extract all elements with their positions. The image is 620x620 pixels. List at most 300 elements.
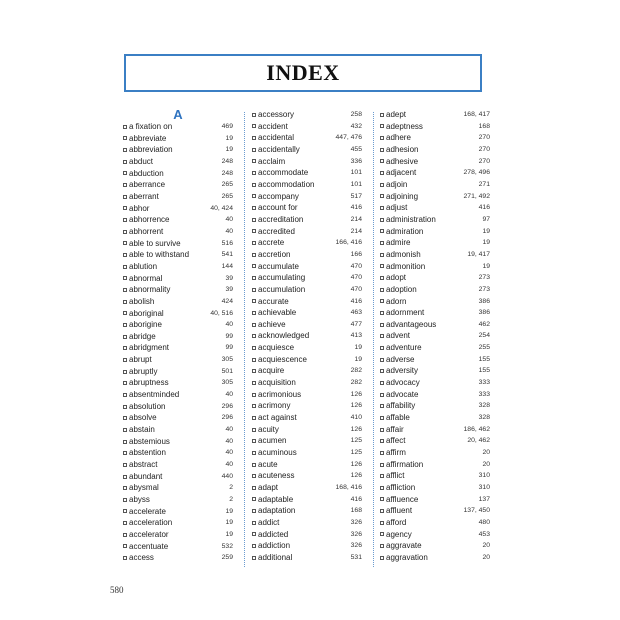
checkbox-bullet-icon bbox=[123, 428, 127, 432]
index-term: admire bbox=[386, 238, 411, 248]
index-term: adjust bbox=[386, 203, 408, 213]
index-term: aberrant bbox=[129, 191, 159, 201]
index-entry bbox=[252, 412, 362, 424]
index-entry bbox=[380, 389, 490, 401]
index-entry bbox=[123, 203, 233, 215]
index-entry bbox=[252, 435, 362, 447]
index-term: adopt bbox=[386, 273, 407, 283]
index-term: accommodation bbox=[258, 179, 315, 189]
checkbox-bullet-icon bbox=[123, 265, 127, 269]
index-pages: 40 bbox=[225, 437, 233, 445]
checkbox-bullet-icon bbox=[380, 544, 384, 548]
index-pages: 125 bbox=[350, 449, 362, 457]
index-entry bbox=[123, 273, 233, 285]
checkbox-bullet-icon bbox=[380, 497, 384, 501]
checkbox-bullet-icon bbox=[123, 183, 127, 187]
index-entry bbox=[252, 540, 362, 552]
index-term: adjoin bbox=[386, 179, 408, 189]
index-term: absolve bbox=[129, 413, 157, 423]
index-pages: 2 bbox=[229, 496, 233, 503]
index-entry bbox=[123, 436, 233, 448]
index-term: adaptation bbox=[258, 506, 296, 516]
index-pages: 39 bbox=[225, 274, 233, 282]
index-term: ablution bbox=[129, 261, 158, 271]
checkbox-bullet-icon bbox=[123, 556, 127, 560]
index-entry bbox=[252, 214, 362, 226]
index-pages: 168, 417 bbox=[463, 111, 490, 118]
index-pages: 166 bbox=[350, 250, 362, 258]
index-entry bbox=[252, 365, 362, 377]
checkbox-bullet-icon bbox=[380, 148, 384, 152]
index-entry bbox=[252, 296, 362, 308]
index-entry bbox=[123, 377, 233, 389]
index-term: adverse bbox=[386, 354, 415, 364]
checkbox-bullet-icon bbox=[380, 194, 384, 198]
index-term: accurate bbox=[258, 296, 289, 306]
checkbox-bullet-icon bbox=[380, 556, 384, 560]
index-entry bbox=[252, 191, 362, 203]
index-entry bbox=[380, 121, 490, 133]
checkbox-bullet-icon bbox=[123, 393, 127, 397]
index-term: addicted bbox=[258, 529, 289, 539]
index-pages: 19 bbox=[354, 344, 362, 352]
checkbox-bullet-icon bbox=[252, 288, 256, 292]
index-pages: 20, 462 bbox=[467, 437, 490, 445]
index-term: adjoining bbox=[386, 191, 419, 201]
index-pages: 168 bbox=[478, 122, 490, 130]
checkbox-bullet-icon bbox=[123, 416, 127, 420]
index-term: abruptly bbox=[129, 366, 158, 376]
index-term: abundant bbox=[129, 471, 163, 481]
index-pages: 19 bbox=[482, 227, 490, 235]
index-entry bbox=[380, 377, 490, 389]
checkbox-bullet-icon bbox=[380, 113, 384, 117]
index-entry bbox=[380, 156, 490, 168]
index-term: abrupt bbox=[129, 355, 152, 365]
index-term: aberrance bbox=[129, 180, 166, 190]
index-pages: 19 bbox=[354, 355, 362, 363]
index-entry bbox=[380, 214, 490, 226]
index-pages: 265 bbox=[221, 181, 233, 189]
index-entry bbox=[380, 354, 490, 366]
index-pages: 20 bbox=[482, 449, 490, 457]
checkbox-bullet-icon bbox=[380, 136, 384, 140]
checkbox-bullet-icon bbox=[252, 229, 256, 233]
index-pages: 144 bbox=[221, 262, 233, 270]
index-term: abysmal bbox=[129, 483, 159, 493]
index-entry bbox=[123, 401, 233, 413]
index-term: abnormality bbox=[129, 285, 171, 295]
index-term: advantageous bbox=[386, 319, 437, 329]
index-term: affability bbox=[386, 401, 416, 411]
checkbox-bullet-icon bbox=[252, 474, 256, 478]
index-term: absentminded bbox=[129, 390, 180, 400]
index-pages: 155 bbox=[478, 355, 490, 363]
checkbox-bullet-icon bbox=[380, 521, 384, 525]
index-entry bbox=[380, 424, 490, 436]
index-pages: 126 bbox=[350, 390, 362, 398]
index-entry bbox=[252, 377, 362, 389]
index-entry bbox=[252, 330, 362, 342]
index-term: acuminous bbox=[258, 448, 297, 458]
index-term: abolish bbox=[129, 296, 155, 306]
checkbox-bullet-icon bbox=[380, 276, 384, 280]
checkbox-bullet-icon bbox=[380, 323, 384, 327]
index-pages: 258 bbox=[350, 111, 362, 118]
index-entry bbox=[380, 167, 490, 179]
index-pages: 40 bbox=[225, 461, 233, 469]
checkbox-bullet-icon bbox=[252, 346, 256, 350]
index-pages: 270 bbox=[478, 145, 490, 153]
index-pages: 328 bbox=[478, 414, 490, 422]
index-term: abhor bbox=[129, 203, 150, 213]
index-term: affluent bbox=[386, 506, 413, 516]
checkbox-bullet-icon bbox=[252, 509, 256, 513]
index-term: abridge bbox=[129, 331, 156, 341]
index-entry bbox=[252, 121, 362, 133]
checkbox-bullet-icon bbox=[252, 497, 256, 501]
index-pages: 310 bbox=[478, 484, 490, 491]
index-term: abstemious bbox=[129, 436, 170, 446]
index-term: abyss bbox=[129, 495, 150, 504]
checkbox-bullet-icon bbox=[252, 463, 256, 467]
index-entry bbox=[123, 284, 233, 296]
index-term: accelerate bbox=[129, 506, 166, 516]
index-pages: 40 bbox=[225, 227, 233, 235]
section-letter: A bbox=[173, 107, 183, 122]
index-column-2 bbox=[252, 109, 362, 564]
index-entry bbox=[252, 284, 362, 296]
index-entry bbox=[380, 261, 490, 273]
index-entry bbox=[123, 412, 233, 424]
index-term: affliction bbox=[386, 483, 416, 492]
index-term: accumulating bbox=[258, 273, 306, 283]
checkbox-bullet-icon bbox=[252, 171, 256, 175]
index-entry bbox=[123, 459, 233, 471]
checkbox-bullet-icon bbox=[380, 241, 384, 245]
checkbox-bullet-icon bbox=[252, 159, 256, 163]
index-entry bbox=[252, 109, 362, 121]
checkbox-bullet-icon bbox=[380, 311, 384, 315]
index-pages: 453 bbox=[478, 530, 490, 538]
index-term: adoption bbox=[386, 284, 417, 294]
index-entry bbox=[380, 517, 490, 529]
index-term: abduct bbox=[129, 156, 154, 166]
checkbox-bullet-icon bbox=[252, 276, 256, 280]
checkbox-bullet-icon bbox=[380, 428, 384, 432]
index-entry bbox=[380, 330, 490, 342]
index-term: acrimonious bbox=[258, 389, 302, 399]
index-term: affable bbox=[386, 413, 410, 423]
index-entry bbox=[252, 167, 362, 179]
index-pages: 310 bbox=[478, 472, 490, 480]
index-pages: 19 bbox=[225, 134, 233, 142]
index-pages: 296 bbox=[221, 414, 233, 422]
index-term: a fixation on bbox=[129, 122, 173, 131]
index-term: able to survive bbox=[129, 238, 181, 248]
checkbox-bullet-icon bbox=[380, 253, 384, 257]
checkbox-bullet-icon bbox=[252, 404, 256, 408]
checkbox-bullet-icon bbox=[123, 544, 127, 548]
index-term: abbreviation bbox=[129, 145, 173, 155]
index-pages: 270 bbox=[478, 134, 490, 142]
index-entry bbox=[252, 179, 362, 191]
index-term: affirmation bbox=[386, 459, 424, 469]
index-entry bbox=[380, 179, 490, 191]
checkbox-bullet-icon bbox=[123, 206, 127, 210]
index-entry bbox=[252, 342, 362, 354]
index-pages: 40 bbox=[225, 449, 233, 457]
index-entry bbox=[123, 249, 233, 261]
index-pages: 326 bbox=[350, 518, 362, 526]
index-term: acquiesce bbox=[258, 343, 295, 353]
index-entry bbox=[123, 366, 233, 378]
index-column-1 bbox=[123, 109, 233, 564]
index-term: abhorrent bbox=[129, 226, 164, 236]
index-entry bbox=[123, 331, 233, 343]
index-term: abhorrence bbox=[129, 215, 170, 225]
checkbox-bullet-icon bbox=[380, 532, 384, 536]
checkbox-bullet-icon bbox=[123, 370, 127, 374]
index-pages: 126 bbox=[350, 425, 362, 433]
index-term: adorn bbox=[386, 296, 407, 306]
index-term: achieve bbox=[258, 319, 286, 329]
index-pages: 477 bbox=[350, 320, 362, 328]
index-entry bbox=[380, 132, 490, 144]
checkbox-bullet-icon bbox=[380, 358, 384, 362]
checkbox-bullet-icon bbox=[123, 195, 127, 199]
index-term: adjacent bbox=[386, 168, 417, 178]
page-title: INDEX bbox=[266, 60, 340, 85]
index-pages: 531 bbox=[350, 553, 362, 561]
index-pages: 455 bbox=[350, 145, 362, 153]
index-term: accelerator bbox=[129, 529, 169, 539]
checkbox-bullet-icon bbox=[252, 369, 256, 373]
index-pages: 517 bbox=[350, 192, 362, 200]
index-entry bbox=[123, 552, 233, 564]
index-pages: 447, 476 bbox=[335, 134, 362, 142]
checkbox-bullet-icon bbox=[252, 299, 256, 303]
index-entry bbox=[380, 447, 490, 459]
checkbox-bullet-icon bbox=[123, 125, 127, 129]
checkbox-bullet-icon bbox=[123, 463, 127, 467]
index-term: affect bbox=[386, 436, 406, 446]
index-entry bbox=[123, 296, 233, 308]
checkbox-bullet-icon bbox=[380, 509, 384, 513]
index-pages: 305 bbox=[221, 356, 233, 364]
index-pages: 99 bbox=[225, 332, 233, 340]
index-entry bbox=[380, 529, 490, 541]
index-term: admonish bbox=[386, 249, 421, 259]
index-entry bbox=[252, 447, 362, 459]
checkbox-bullet-icon bbox=[380, 124, 384, 128]
index-pages: 386 bbox=[478, 309, 490, 317]
index-term: accommodate bbox=[258, 168, 309, 178]
checkbox-bullet-icon bbox=[123, 451, 127, 455]
index-pages: 126 bbox=[350, 402, 362, 410]
column-divider bbox=[373, 112, 374, 567]
index-entry bbox=[252, 354, 362, 366]
index-pages: 2 bbox=[229, 484, 233, 492]
index-pages: 40 bbox=[225, 426, 233, 434]
index-entry bbox=[252, 517, 362, 529]
checkbox-bullet-icon bbox=[252, 124, 256, 128]
checkbox-bullet-icon bbox=[252, 148, 256, 152]
index-entry bbox=[252, 529, 362, 541]
index-term: abruptness bbox=[129, 378, 169, 388]
index-pages: 541 bbox=[221, 251, 233, 259]
index-entry bbox=[252, 389, 362, 401]
index-pages: 470 bbox=[350, 274, 362, 282]
checkbox-bullet-icon bbox=[123, 346, 127, 350]
checkbox-bullet-icon bbox=[252, 206, 256, 210]
index-entry bbox=[252, 482, 362, 494]
index-pages: 19 bbox=[225, 519, 233, 527]
index-term: accretion bbox=[258, 249, 291, 259]
index-term: achievable bbox=[258, 308, 297, 318]
index-pages: 40, 424 bbox=[210, 204, 233, 212]
checkbox-bullet-icon bbox=[380, 171, 384, 175]
index-entry bbox=[252, 424, 362, 436]
checkbox-bullet-icon bbox=[123, 148, 127, 152]
checkbox-bullet-icon bbox=[123, 358, 127, 362]
index-title-box bbox=[124, 54, 482, 92]
index-entry bbox=[123, 308, 233, 320]
index-pages: 333 bbox=[478, 379, 490, 387]
checkbox-bullet-icon bbox=[123, 288, 127, 292]
index-term: aborigine bbox=[129, 320, 162, 330]
checkbox-bullet-icon bbox=[252, 532, 256, 536]
checkbox-bullet-icon bbox=[123, 136, 127, 140]
index-entry bbox=[380, 296, 490, 308]
index-term: account for bbox=[258, 203, 298, 213]
page-number: 580 bbox=[110, 585, 124, 595]
index-entry bbox=[123, 354, 233, 366]
index-entry bbox=[123, 156, 233, 168]
index-entry bbox=[252, 202, 362, 214]
index-entry bbox=[252, 470, 362, 482]
index-pages: 155 bbox=[478, 367, 490, 375]
index-term: abnormal bbox=[129, 273, 163, 283]
checkbox-bullet-icon bbox=[123, 218, 127, 222]
index-term: accreditation bbox=[258, 214, 304, 224]
checkbox-bullet-icon bbox=[252, 486, 256, 490]
index-pages: 470 bbox=[350, 262, 362, 270]
index-pages: 271, 492 bbox=[463, 192, 490, 200]
index-pages: 126 bbox=[350, 472, 362, 480]
index-entry bbox=[380, 272, 490, 284]
index-term: acquiescence bbox=[258, 354, 307, 364]
index-term: acquire bbox=[258, 366, 285, 376]
index-term: acquisition bbox=[258, 378, 296, 388]
index-pages: 416 bbox=[350, 495, 362, 503]
index-pages: 469 bbox=[221, 123, 233, 130]
index-entry bbox=[380, 552, 490, 564]
index-term: acclaim bbox=[258, 156, 286, 166]
index-term: accidentally bbox=[258, 144, 300, 154]
checkbox-bullet-icon bbox=[252, 451, 256, 455]
index-pages: 424 bbox=[221, 297, 233, 305]
index-pages: 480 bbox=[478, 518, 490, 526]
index-entry bbox=[380, 284, 490, 296]
index-term: acumen bbox=[258, 436, 287, 446]
index-pages: 168, 416 bbox=[335, 484, 362, 491]
index-pages: 278, 496 bbox=[463, 169, 490, 177]
index-entry bbox=[123, 191, 233, 203]
index-entry bbox=[252, 552, 362, 564]
checkbox-bullet-icon bbox=[123, 381, 127, 385]
checkbox-bullet-icon bbox=[252, 334, 256, 338]
index-entry bbox=[252, 249, 362, 261]
index-entry bbox=[380, 470, 490, 482]
index-pages: 19 bbox=[482, 262, 490, 270]
index-term: adventure bbox=[386, 343, 422, 353]
index-entry bbox=[252, 505, 362, 517]
checkbox-bullet-icon bbox=[380, 299, 384, 303]
checkbox-bullet-icon bbox=[252, 183, 256, 187]
index-term: admiration bbox=[386, 226, 424, 236]
index-pages: 386 bbox=[478, 297, 490, 305]
index-term: abduction bbox=[129, 168, 164, 178]
checkbox-bullet-icon bbox=[380, 404, 384, 408]
index-entry bbox=[123, 238, 233, 250]
index-entry bbox=[380, 202, 490, 214]
index-entry bbox=[380, 505, 490, 517]
checkbox-bullet-icon bbox=[380, 381, 384, 385]
index-entry bbox=[380, 459, 490, 471]
checkbox-bullet-icon bbox=[123, 335, 127, 339]
checkbox-bullet-icon bbox=[123, 253, 127, 257]
index-entry bbox=[123, 179, 233, 191]
index-pages: 214 bbox=[350, 215, 362, 223]
index-term: afflict bbox=[386, 471, 405, 481]
index-entry bbox=[123, 133, 233, 145]
index-pages: 248 bbox=[221, 157, 233, 165]
checkbox-bullet-icon bbox=[252, 544, 256, 548]
index-term: acceleration bbox=[129, 518, 173, 528]
index-entry bbox=[123, 529, 233, 541]
checkbox-bullet-icon bbox=[252, 241, 256, 245]
checkbox-bullet-icon bbox=[252, 323, 256, 327]
index-entry bbox=[380, 400, 490, 412]
index-pages: 326 bbox=[350, 542, 362, 550]
checkbox-bullet-icon bbox=[380, 218, 384, 222]
checkbox-bullet-icon bbox=[380, 264, 384, 268]
index-pages: 463 bbox=[350, 309, 362, 317]
index-term: absolution bbox=[129, 401, 166, 411]
index-term: aboriginal bbox=[129, 308, 164, 318]
checkbox-bullet-icon bbox=[380, 206, 384, 210]
index-term: acuity bbox=[258, 424, 279, 434]
index-term: act against bbox=[258, 413, 297, 423]
index-term: acuteness bbox=[258, 471, 295, 481]
index-pages: 270 bbox=[478, 157, 490, 165]
index-term: abbreviate bbox=[129, 133, 167, 143]
index-pages: 20 bbox=[482, 542, 490, 550]
index-term: affluence bbox=[386, 494, 419, 504]
index-term: adeptness bbox=[386, 121, 423, 131]
index-pages: 99 bbox=[225, 344, 233, 352]
index-term: additional bbox=[258, 552, 293, 562]
index-pages: 532 bbox=[221, 542, 233, 550]
index-term: adaptable bbox=[258, 494, 294, 504]
index-entry bbox=[123, 471, 233, 483]
index-entry bbox=[380, 237, 490, 249]
checkbox-bullet-icon bbox=[380, 474, 384, 478]
index-entry bbox=[380, 482, 490, 494]
checkbox-bullet-icon bbox=[123, 230, 127, 234]
index-entry bbox=[380, 226, 490, 238]
